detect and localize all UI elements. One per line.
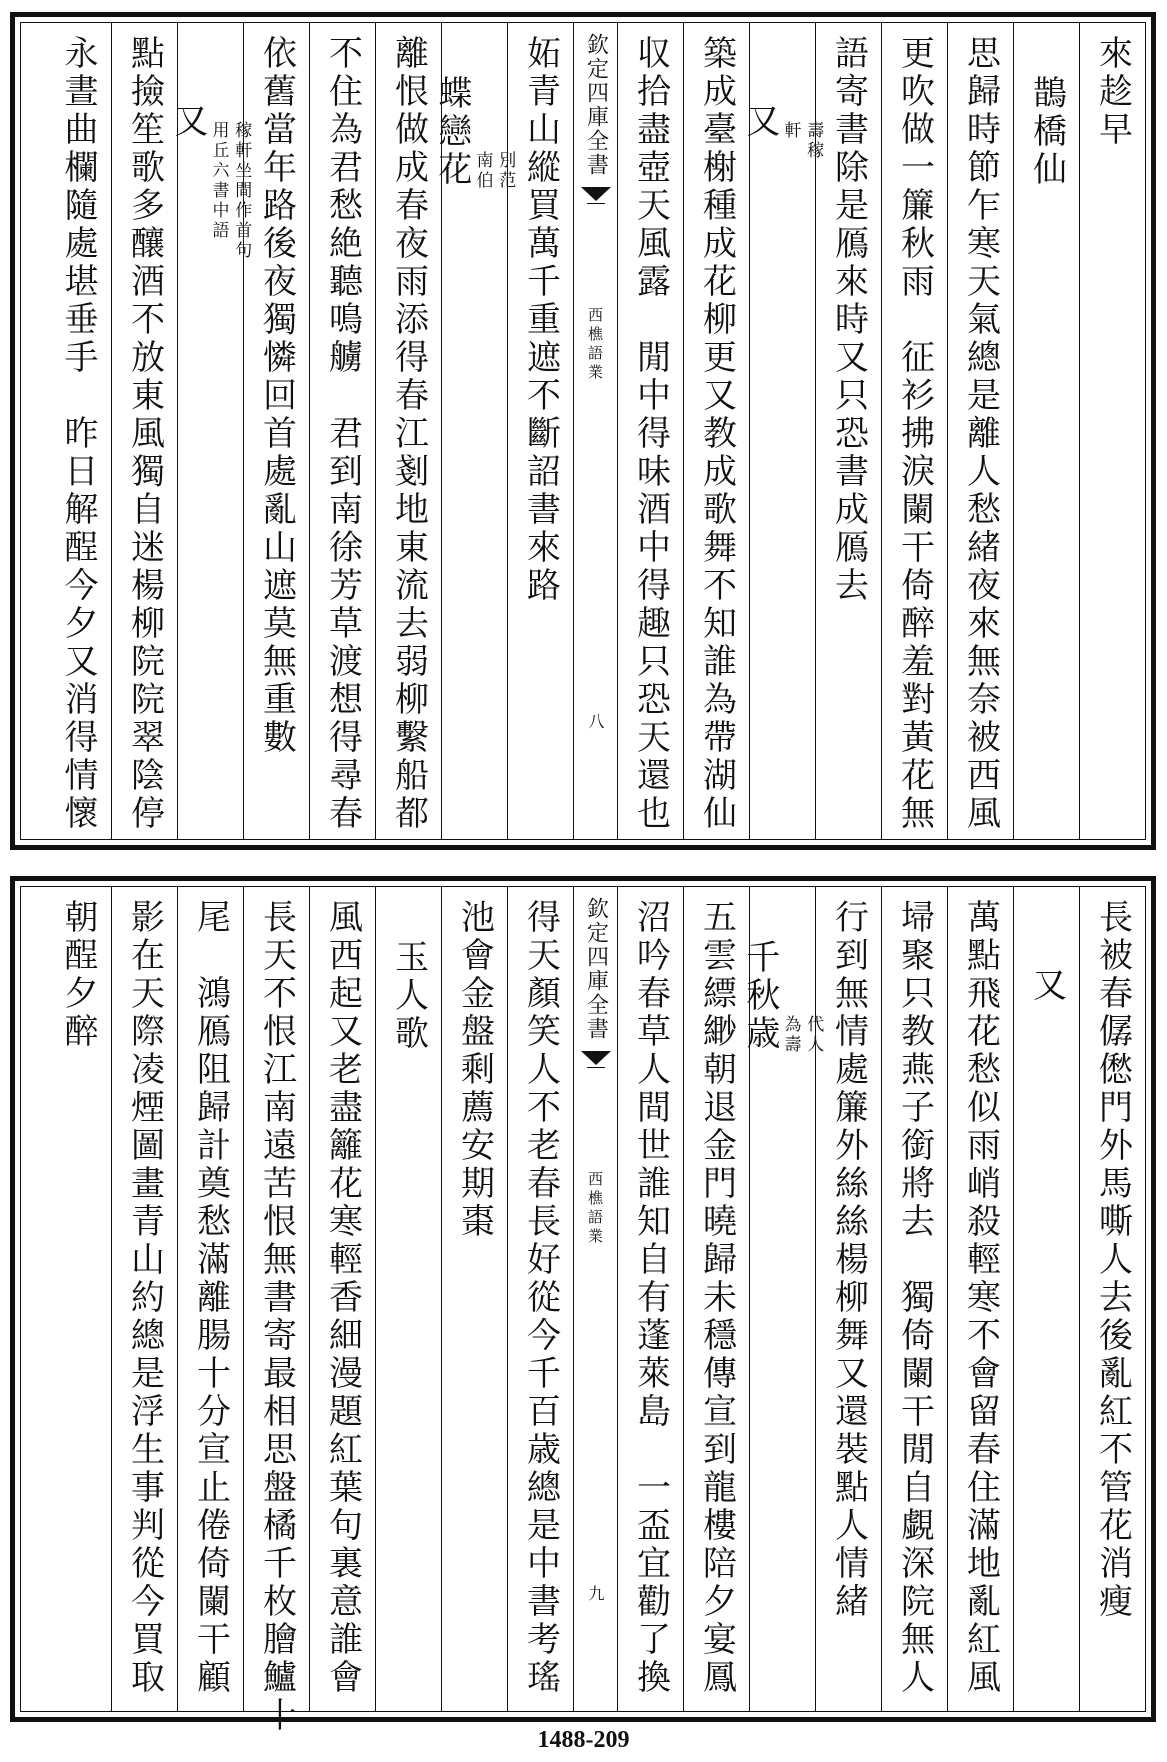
poem-title: 玉人歌 — [388, 939, 429, 1053]
verse-line: 影在天際凌煙圖畫青山約總是浮生事判從今買取 — [124, 899, 165, 1697]
bottom-page-columns — [20, 886, 1146, 1735]
text-column — [243, 887, 309, 1735]
title-annotation: 南伯 — [472, 151, 493, 191]
folio-number: 九 — [586, 1585, 605, 1601]
folio-number: 八 — [586, 713, 605, 729]
text-column — [617, 23, 683, 839]
verse-line: 埽聚只教燕子銜將去 獨倚闌干閒自覷深院無人 — [894, 899, 935, 1697]
verse-line: 離恨做成春夜雨添得春江剗地東流去弱柳繫船都 — [388, 35, 429, 833]
fishtail-mark-icon — [581, 1051, 611, 1081]
verse-line: 長天不恨江南遠苦恨無書寄最相思盤橘千枚膾鱸十 — [256, 899, 297, 1735]
verse-line: 永晝曲欄隨處堪垂手 昨日解酲今夕又消得情懷 — [58, 35, 98, 833]
text-column — [815, 887, 881, 1711]
poem-title-column — [431, 23, 516, 839]
verse-line: 池會金盤剩薦安期棗 — [454, 899, 495, 1241]
text-column — [111, 887, 177, 1711]
text-column — [947, 23, 1013, 839]
verse-line: 不住為君愁絶聽鳴艣 君到南徐芳草渡想得尋春 — [322, 35, 363, 833]
verse-line: 點撿笙歌多釀酒不放東風獨自迷楊柳院院翠陰停 — [124, 35, 165, 833]
verse-line: 思歸時節乍寒天氣總是離人愁緒夜來無奈被西風 — [960, 35, 1001, 833]
title-annotation: 壽稼 — [803, 121, 824, 161]
verse-line: 五雲縹緲朝退金門曉歸未穩傳宣到龍樓陪夕宴鳳 — [696, 899, 737, 1697]
center-fold-column — [573, 887, 617, 1711]
verse-line: 築成臺榭種成花柳更又教成歌舞不知誰為帶湖仙 — [696, 35, 737, 833]
verse-line: 朝酲夕醉 — [58, 899, 98, 1051]
title-annotation: 稼軒坐間作首句 — [231, 121, 252, 261]
verse-line: 依舊當年路後夜獨憐回首處亂山遮莫無重數 — [256, 35, 297, 757]
bottom-page-panel — [10, 876, 1156, 1735]
poem-title-column — [739, 23, 824, 839]
text-column — [1079, 23, 1145, 839]
verse-line: 妬青山縱買萬千重遮不斷詔書來路 — [520, 35, 561, 605]
text-column — [45, 23, 111, 839]
text-column — [375, 23, 441, 839]
title-annotation: 為壽 — [780, 1015, 801, 1055]
text-column — [45, 887, 111, 1711]
poem-title: 千秋歳 — [739, 939, 780, 1053]
text-column — [683, 23, 749, 839]
verse-line: 尾 鴻鴈阻歸計奠愁滿離腸十分宣止倦倚闌干顧 — [190, 899, 231, 1697]
text-column — [507, 23, 573, 839]
page-number: 1488-209 — [537, 1727, 630, 1753]
text-column — [111, 23, 177, 839]
verse-line: 収拾盡壺天風露 閒中得味酒中得趣只恐天還也 — [630, 35, 671, 833]
center-fold-column — [573, 23, 617, 839]
poem-title-column — [375, 887, 441, 1711]
poem-title: 蝶戀花 — [431, 75, 472, 189]
text-column — [881, 23, 947, 839]
text-column — [683, 887, 749, 1711]
text-column — [815, 23, 881, 839]
top-page-panel — [10, 12, 1156, 850]
poem-title: 又 — [167, 103, 208, 141]
text-column — [243, 23, 309, 839]
verse-line: 長被春僝僽門外馬嘶人去後亂紅不管花消瘦 — [1092, 899, 1133, 1621]
poem-title-column — [1013, 887, 1079, 1711]
text-column — [177, 887, 243, 1711]
text-column — [1079, 887, 1145, 1711]
book-title-label: 欽定四庫全書 — [583, 33, 609, 177]
fishtail-mark-icon — [581, 187, 611, 217]
poem-title-column — [739, 887, 824, 1711]
verse-line: 更吹做一簾秋雨 征衫拂淚闌干倚醉羞對黃花無 — [894, 35, 935, 833]
collection-name-label: 西樵語業 — [586, 1171, 604, 1247]
text-column — [309, 23, 375, 839]
poem-title-column — [167, 23, 252, 839]
title-annotation: 別范 — [495, 151, 516, 191]
verse-line: 得天顏笑人不老春長好從今千百歳總是中書考瑤 — [520, 899, 561, 1697]
title-annotation: 軒 — [780, 121, 801, 141]
title-annotation: 用丘六書中語 — [208, 121, 229, 241]
verse-line: 風西起又老盡籬花寒輕香細漫題紅葉句裏意誰會 — [322, 899, 363, 1697]
poem-title: 又 — [1026, 967, 1067, 1005]
verse-line: 萬點飛花愁似雨峭殺輕寒不會留春住滿地亂紅風 — [960, 899, 1001, 1697]
verse-line: 行到無情處簾外絲絲楊柳舞又還裝點人情緒 — [828, 899, 869, 1621]
text-column — [617, 887, 683, 1711]
text-column — [441, 887, 507, 1711]
verse-line: 來趁早 — [1092, 35, 1133, 149]
text-column — [947, 887, 1013, 1711]
book-title-label: 欽定四庫全書 — [583, 897, 609, 1041]
text-column — [309, 887, 375, 1711]
poem-title-column — [1013, 23, 1079, 839]
verse-line: 沼吟春草人間世誰知自有蓬萊島 一盃宜勸了換 — [630, 899, 671, 1697]
text-column — [881, 887, 947, 1711]
top-page-columns — [20, 22, 1146, 840]
text-column — [507, 887, 573, 1711]
verse-line: 語寄書除是鴈來時又只恐書成鴈去 — [828, 35, 869, 605]
poem-title: 又 — [739, 103, 780, 141]
poem-title: 鵲橋仙 — [1026, 75, 1067, 189]
collection-name-label: 西樵語業 — [586, 307, 604, 383]
title-annotation: 代人 — [803, 1015, 824, 1055]
